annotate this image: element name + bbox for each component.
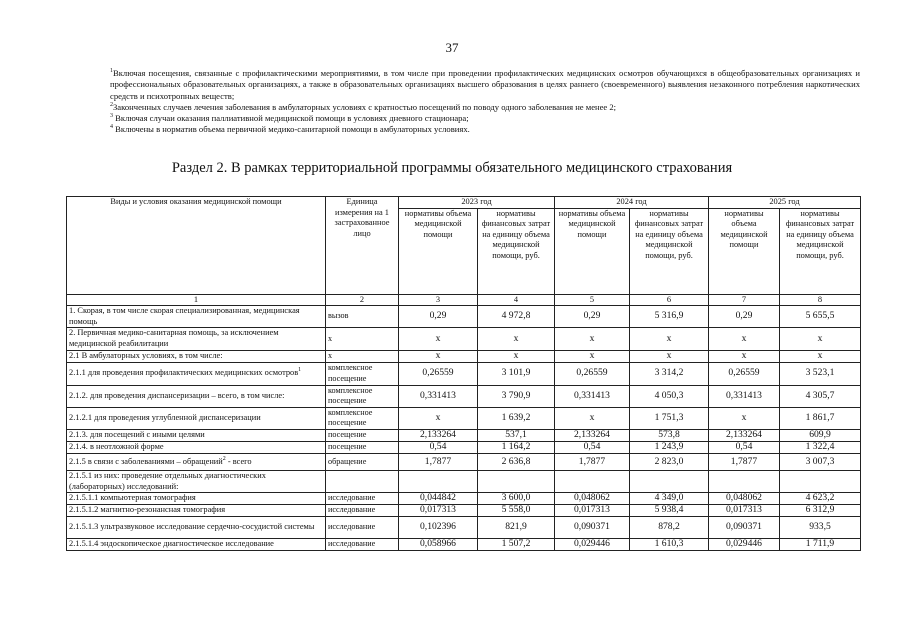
volume-norm-cell: х: [709, 407, 780, 429]
finance-norm-cell: 4 349,0: [630, 493, 709, 505]
header-year-2023: 2023 год: [399, 197, 555, 209]
finance-norm-cell: х: [780, 350, 861, 362]
header-care-type: Виды и условия оказания медицинской помощи: [67, 197, 326, 295]
table-row: [67, 453, 861, 470]
volume-norm-cell: 0,090371: [709, 517, 780, 539]
finance-norm-cell: 1 861,7: [780, 407, 861, 429]
unit-cell: посещение: [326, 429, 399, 441]
header-year-2025: 2025 год: [709, 197, 861, 209]
volume-norm-cell: 0,26559: [399, 362, 478, 385]
table-row: [67, 470, 861, 492]
care-type-cell: 1. Скорая, в том числе скорая специализированная, медицинская помощь: [67, 306, 326, 328]
table-row: [67, 441, 861, 453]
volume-norm-cell: 0,090371: [555, 517, 630, 539]
finance-norm-cell: 5 655,5: [780, 306, 861, 328]
care-type-cell: 2.1.1 для проведения профилактических медицинских осмотров$^1$: [67, 362, 326, 385]
footnote-1: $^1$Включая посещения, связанные с профилактическими мероприятиями, в том числе при проведении профилактических медицинских осмотров обучающихся в общеобразовательных организациях и профессиональных образовательных организациях, а также в образовательных организациях высшего образования в целях раннего (своевременного) выявления незаконного потребления наркотических средств и психотропных веществ;: [110, 68, 860, 101]
finance-norm-cell: 2 636,8: [478, 453, 555, 470]
table-row: [67, 407, 861, 429]
column-number: 8: [780, 294, 861, 306]
finance-norm-cell: 878,2: [630, 517, 709, 539]
finance-norm-cell: 5 316,9: [630, 306, 709, 328]
care-type-cell: 2.1.5.1.4 эндоскопическое диагностическое исследование: [67, 539, 326, 551]
care-type-cell: 2. Первичная медико-санитарная помощь, за исключением медицинской реабилитации: [67, 328, 326, 350]
volume-norm-cell: 0,331413: [709, 385, 780, 407]
header-finance-norm: нормативы финансовых затрат на единицу объема медицинской помощи, руб.: [780, 208, 861, 294]
table-row: [67, 350, 861, 362]
finance-norm-cell: 573,8: [630, 429, 709, 441]
volume-norm-cell: [555, 470, 630, 492]
volume-norm-cell: 0,26559: [555, 362, 630, 385]
volume-norm-cell: 0,331413: [399, 385, 478, 407]
volume-norm-cell: х: [399, 350, 478, 362]
unit-cell: обращение: [326, 453, 399, 470]
finance-norm-cell: 5 558,0: [478, 505, 555, 517]
finance-norm-cell: [630, 470, 709, 492]
volume-norm-cell: х: [399, 407, 478, 429]
finance-norm-cell: 1 711,9: [780, 539, 861, 551]
unit-cell: вызов: [326, 306, 399, 328]
table-row: [67, 493, 861, 505]
volume-norm-cell: [709, 470, 780, 492]
column-number: 7: [709, 294, 780, 306]
volume-norm-cell: 0,29: [399, 306, 478, 328]
column-number: 4: [478, 294, 555, 306]
finance-norm-cell: х: [630, 328, 709, 350]
finance-norm-cell: 3 523,1: [780, 362, 861, 385]
finance-norm-cell: 4 623,2: [780, 493, 861, 505]
finance-norm-cell: 3 007,3: [780, 453, 861, 470]
volume-norm-cell: 0,017313: [555, 505, 630, 517]
table-row: [67, 539, 861, 551]
footnote-2: $^2$Законченных случаев лечения заболевания в амбулаторных условиях с кратностью посещений по поводу одного заболевания не менее 2;: [110, 101, 617, 112]
finance-norm-cell: 1 243,9: [630, 441, 709, 453]
finance-norm-cell: 3 101,9: [478, 362, 555, 385]
table-row: [67, 517, 861, 539]
header-finance-norm: нормативы финансовых затрат на единицу объема медицинской помощи, руб.: [630, 208, 709, 294]
norms-table: [66, 196, 861, 551]
finance-norm-cell: 1 322,4: [780, 441, 861, 453]
finance-norm-cell: 2 823,0: [630, 453, 709, 470]
finance-norm-cell: 5 938,4: [630, 505, 709, 517]
finance-norm-cell: 1 610,3: [630, 539, 709, 551]
volume-norm-cell: 2,133264: [399, 429, 478, 441]
finance-norm-cell: 3 600,0: [478, 493, 555, 505]
volume-norm-cell: 0,029446: [709, 539, 780, 551]
table-row: [67, 385, 861, 407]
volume-norm-cell: 0,26559: [709, 362, 780, 385]
page-number: 37: [445, 40, 459, 55]
table-row: [67, 505, 861, 517]
footnote-3: $^3$ Включая случаи оказания паллиативной медицинской помощи в условиях дневного стационара;: [110, 113, 469, 124]
volume-norm-cell: 0,048062: [709, 493, 780, 505]
finance-norm-cell: 1 639,2: [478, 407, 555, 429]
unit-cell: исследование: [326, 493, 399, 505]
volume-norm-cell: 0,029446: [555, 539, 630, 551]
header-volume-norm: нормативы объема медицинской помощи: [555, 208, 630, 294]
finance-norm-cell: [478, 470, 555, 492]
finance-norm-cell: [780, 470, 861, 492]
volume-norm-cell: 0,102396: [399, 517, 478, 539]
column-number: 2: [326, 294, 399, 306]
volume-norm-cell: х: [709, 328, 780, 350]
finance-norm-cell: 3 790,9: [478, 385, 555, 407]
column-number-row: [67, 294, 861, 306]
finance-norm-cell: 821,9: [478, 517, 555, 539]
unit-cell: посещение: [326, 441, 399, 453]
volume-norm-cell: 2,133264: [555, 429, 630, 441]
finance-norm-cell: 609,9: [780, 429, 861, 441]
unit-cell: комплексное посещение: [326, 362, 399, 385]
volume-norm-cell: 0,044842: [399, 493, 478, 505]
finance-norm-cell: 1 507,2: [478, 539, 555, 551]
care-type-cell: 2.1.5.1.1 компьютерная томография: [67, 493, 326, 505]
volume-norm-cell: х: [709, 350, 780, 362]
finance-norm-cell: х: [478, 350, 555, 362]
care-type-cell: 2.1.3. для посещений с иными целями: [67, 429, 326, 441]
finance-norm-cell: 933,5: [780, 517, 861, 539]
unit-cell: комплексное посещение: [326, 407, 399, 429]
finance-norm-cell: х: [780, 328, 861, 350]
finance-norm-cell: 3 314,2: [630, 362, 709, 385]
finance-norm-cell: 1 164,2: [478, 441, 555, 453]
unit-cell: х: [326, 350, 399, 362]
volume-norm-cell: 0,29: [709, 306, 780, 328]
finance-norm-cell: 1 751,3: [630, 407, 709, 429]
volume-norm-cell: [399, 470, 478, 492]
volume-norm-cell: 0,54: [555, 441, 630, 453]
unit-cell: х: [326, 328, 399, 350]
unit-cell: комплексное посещение: [326, 385, 399, 407]
table-row: [67, 429, 861, 441]
care-type-cell: 2.1.5.1.3 ультразвуковое исследование сердечно-сосудистой системы: [67, 517, 326, 539]
unit-cell: [326, 470, 399, 492]
column-number: 1: [67, 294, 326, 306]
table-row: [67, 328, 861, 350]
finance-norm-cell: х: [478, 328, 555, 350]
volume-norm-cell: х: [555, 407, 630, 429]
volume-norm-cell: 1,7877: [399, 453, 478, 470]
volume-norm-cell: 0,017313: [709, 505, 780, 517]
finance-norm-cell: 6 312,9: [780, 505, 861, 517]
volume-norm-cell: 0,048062: [555, 493, 630, 505]
header-volume-norm: нормативы объема медицинской помощи: [399, 208, 478, 294]
table-row: [67, 306, 861, 328]
column-number: 5: [555, 294, 630, 306]
volume-norm-cell: 0,058966: [399, 539, 478, 551]
finance-norm-cell: 4 972,8: [478, 306, 555, 328]
header-finance-norm: нормативы финансовых затрат на единицу объема медицинской помощи, руб.: [478, 208, 555, 294]
header-unit: Единица измерения на 1 застрахованное лицо: [326, 197, 399, 295]
care-type-cell: 2.1.5.1 из них: проведение отдельных диагностических (лабораторных) исследований:: [67, 470, 326, 492]
footnote-4: $^4$ Включены в норматив объема первичной медико-санитарной помощи в амбулаторных условиях.: [110, 124, 470, 135]
finance-norm-cell: 537,1: [478, 429, 555, 441]
care-type-cell: 2.1.5 в связи с заболеваниями – обращений$^2$ - всего: [67, 453, 326, 470]
section-title: Раздел 2. В рамках территориальной программы обязательного медицинского страхования: [171, 160, 733, 176]
volume-norm-cell: х: [555, 328, 630, 350]
care-type-cell: 2.1.4. в неотложной форме: [67, 441, 326, 453]
volume-norm-cell: 0,29: [555, 306, 630, 328]
column-number: 3: [399, 294, 478, 306]
volume-norm-cell: 1,7877: [709, 453, 780, 470]
volume-norm-cell: 0,017313: [399, 505, 478, 517]
care-type-cell: 2.1.2.1 для проведения углубленной диспансеризации: [67, 407, 326, 429]
care-type-cell: 2.1.5.1.2 магнитно-резонансная томография: [67, 505, 326, 517]
volume-norm-cell: 1,7877: [555, 453, 630, 470]
finance-norm-cell: 4 305,7: [780, 385, 861, 407]
finance-norm-cell: 4 050,3: [630, 385, 709, 407]
volume-norm-cell: х: [555, 350, 630, 362]
volume-norm-cell: 0,54: [399, 441, 478, 453]
volume-norm-cell: 2,133264: [709, 429, 780, 441]
header-year-2024: 2024 год: [555, 197, 709, 209]
volume-norm-cell: х: [399, 328, 478, 350]
table-row: [67, 362, 861, 385]
table-body: [67, 306, 861, 551]
volume-norm-cell: 0,331413: [555, 385, 630, 407]
unit-cell: исследование: [326, 517, 399, 539]
footnotes: [70, 68, 860, 136]
column-number: 6: [630, 294, 709, 306]
care-type-cell: 2.1.2. для проведения диспансеризации – всего, в том числе:: [67, 385, 326, 407]
care-type-cell: 2.1 В амбулаторных условиях, в том числе:: [67, 350, 326, 362]
unit-cell: исследование: [326, 539, 399, 551]
unit-cell: исследование: [326, 505, 399, 517]
volume-norm-cell: 0,54: [709, 441, 780, 453]
finance-norm-cell: х: [630, 350, 709, 362]
header-volume-norm: нормативы объема медицинской помощи: [709, 208, 780, 294]
